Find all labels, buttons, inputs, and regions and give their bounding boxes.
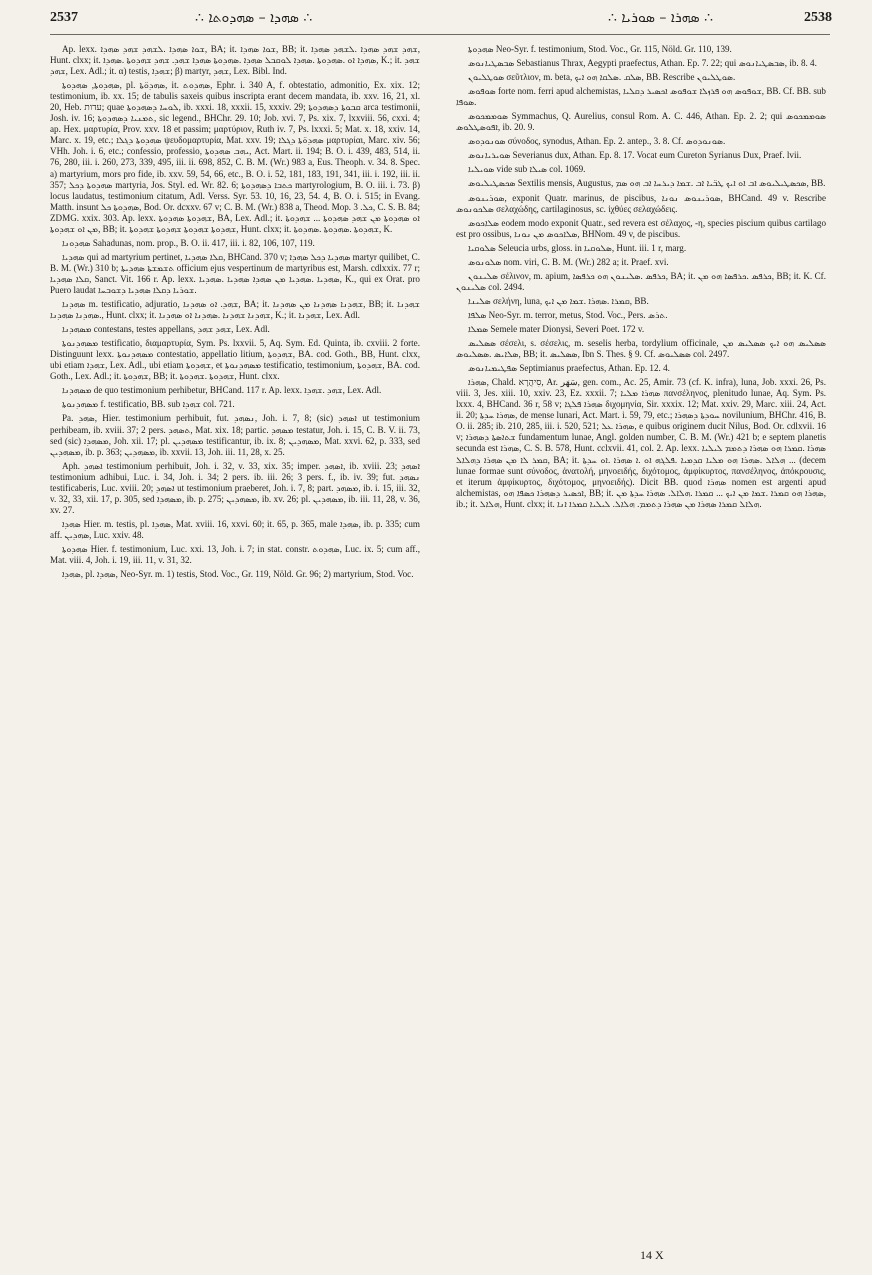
dictionary-entry: ܣܗܕܘܢܐ Sahadunas, nom. prop., B. O. ii. 417, iii. i. 82, 106, 107, 119.: [62, 237, 315, 248]
dictionary-entry: ܣܗܪܐ, Chald. סִיהֲרָא, Ar. سَهَر, gen. com., Ac. 25, Amir. 73 (cf. K. infra), luna, Job. xxxi. 26, Ps. viii. 3, Jes. xiii. 10, xxiv. 23, Ez. xxxii. 7; ܣܗܪܐ ܡܠܝܐ πανσέληνος, plenitudo lunae, Aq. Sym. Ps. lxxx. 4, BHCand. 36 r, 58 v; ܣܗܪܐ ܦܠܓܐ διχομηνία, Sir. xxxix. 12; Mat. xxiv. 29, Marc. xiii. 24, Act. ii. 20; ܣܗܪܐ ܚܕܬܐ, de mense lunari, Act. Mart. i. 59, 79, etc.; ܚܘܕܬܐ ܕܣܗܪܐ novilunium, BHChr. 416, B. O. ii. 285; ib. 210, 285, iii. i. 520, 521; ܣܗܪܐ ܥܠ, e quibus originem ducit Nilus, Bod. Or. cdlxvii. 16 v; ܫܬܐܣܬܐ ܕܣܗܪܐ fundamentum lunae, Angl. golden number, C. B. M. (Wr.) 421 b; e septem planetis secunda est ܣܗܪܐ, C. S. B. 578, Hunt. cclxvii. 41, col. 2. Ap. lexx. ܣܗܪܐ .ܩܡܪܐ ܗܘ ܣܗܪܐ ܕܬܡܡ ܠܝܠܝܐ ܩܡܪ ܠܐ ܡܢ ܣܗܪܐ ܕܗܠܐܠ, BA; it. ܗܠܐܠ .ܣܗܪܐ ܗܘ ܡܠܝܐ ܩܕܡܝܐ .ܦܠܓܗ ܐܘ .ܐ ܣܗܪܐ .ܐܘ ܚܕܬܐ ... (decem lunae formae sunt σύνοδος, ἀνατολή, μηνοειδής, διχότομος, ἀμφίκυρτος, πανσέληνος, ἀπόκρουσις, et iterum ἀμφίκυρτος, διχότομος, μηνοειδής). Dicit BB. quod ܣܗܪܐ nomen est argenti apud alchemistas, ܐܟܣܝܪ ܕܣܗܪܐ ܟܣܦܐ ܗܘ, BB; it. ܣܗܪܐ ܗܘ ܩܡܪܐ .ܫܡܐ ܡܢ ܐܝܟ ... ܩܡܪܐ .ܗܠܐܠ. ܣܗܪܐ ܚܕܬܐ ܡܢ, ib.; it. ܗܠܐܠ, Hunt. clxx; it. ܗܠܐܠ ܩܡܪܐ ܣܗܪܐ ܡܢ ܣܗܪܐ ܕܬܡܡ. ܗܠܐܠ. ܠܝܠܝܐ ܩܡܪܐ ܐܢܐ.: [456, 377, 826, 509]
dictionary-entry: ܣܗܕܘܬܐ, ܣܗܕܘܬܐ, pl. ܣܗܕܘ̈ܬܐ, it. ܣܗܕܘܬ, Ephr. i. 340 A, f. obtestatio, admonitio, Ex. xix. 12; testimonium, ib. xx. 15; de tabulis saxeis quibus inscripta erant decem mandata, ib. xxv. 16, 21, xl. 20, Heb. עדות; quae ܠܘܚܐ ܕܣܗܕܘܬܐ, ib. xxxi. 18, xxxii. 15, xxxiv. 29; ܩܒܘܬܐ ܕܣܗܕܘܬܐ arca testimonii, Josh. iv. 16; ܬܡܢܝܐ ܕܣܗܕܘܬܐ, sic legend., BHChr. 29. 10; Job. xvi. 7, Ps. xix. 7, lxxviii. 56, cxxi. 4; ap. Hex. μαρτυρία, Prov. xxv. 18 et passim; μαρτύριον, Ruth iv. 7, Ps. lxxxi. 5; Mat. x. 18, xxiv. 14, Marc. x. 19, etc.; ܣܗܕܘܬܐ ܕܓܠܐ ψευδομαρτυρία, Mat. xxv. 19; ܣܗܕܘ̈ܬܐ ܕܓܠܐ μαρτυρίαι, Marc. xiv. 56; VHh. Joh. i. 6, etc.; confessio, professio, ܝܗܒ ܣܗܕܘܬܐ, Act. Mart. ii. 194; B. O. i. 439, 483, 514, ii. 76, 280, iii. i. 260, 273, 339, 495, iii. ii. 698, 852, C. B. M. (Wr.) 983 a, Eus. Theoph. v. 34. 8. Spec. a) martyrium, mors pro fide, ib. xxv. 59, 54, 66, etc., B. O. i. 52, 181, 183, 191, 341, iii. i. 192, iii. ii. 357; ܣܗܕܘܬܐ ܕܟܠ martyria, Jos. Styl. ed. Wr. 82. 6; ܟܬܒܐ ܕܣܗܕܘܬܐ martyrologium, B. O. iii. i. 73. β) locus laudatus, testimonium citatum, Adl. Verss. Syr. 53. 10, 16, 23, 54. 4, B. O. i. 515; in Evang. Matth. insunt ܣܗܕܘܬܐ ܟܠ, Bod. Or. dcxxv. 67 v; C. B. M. (Wr.) 838 a, Theod. Mop. ܟܠ. 3, C. S. B. 84; ZDMG. xxix. 303. Ap. lexx. ܫܗܕܘܬܐ ܣܗܕܘܬܐ, BA, Lex. Adl.; it. ܐܘ ܣܗܕܘܬܐ ܡܢ ܫܗܕ ܣܗܕܘܬܐ ... ܫܗܕܘܬܐ ܡܢ ܐܘ ܫܗܕܘܬܐ, BB; it. ܫܗܕܘܬܐ ܫܗܕܘܬܐ ܫܗܕܘܬܐ ܫܗܕܘܬܐ, Hunt. clxx; it. ܫܗܕܘܬܐ .ܣܗܕܘܬܐ .ܣܗܕܘܬܐ, K.: [50, 80, 420, 234]
dictionary-entry: ܣܠܦܐ Neo-Syr. m. terror, metus, Stod. Voc., Pers. ܬܪܣ.: [468, 309, 668, 320]
header-rule: [50, 34, 830, 35]
right-running-head: ∴ ܣܗܪܐ – ܣܘܪܝܐ ∴: [608, 10, 713, 26]
dictionary-entry: ܣܘܦܘܣ forte nom. ferri apud alchemistas, ܫܘܦܘܣ ܗܘ ܦܪܙܠܐ ܫܘܦܘܣ ܐܟܣܝܪ ܕܩܠܝܐ, BB. Cf. BB. sub ܣܘܦܐ.: [456, 86, 826, 108]
dictionary-entry: ܣܘܛܠܝܘܢ σεῦτλιον, m. beta, ܣܠܩ .ܣܠܩܐ ܗܘ ܐܝܟ, BB. Rescribe ܣܘܛܠܝܘܢ.: [468, 72, 736, 83]
dictionary-entry: ܣܦܛܝܡܝܐܢܘܣ Septimianus praefectus, Athan. Ep. 12. 4.: [468, 363, 670, 374]
dictionary-entry: ܣܟܣܛܝܠܝܘܣ Sextilis mensis, Augustus, ܣܟܣܛܝܠܝܘܣ ܐܒ ܐܘ ܐܝܟ ܛܒ̈ܝܐ ܐܒ .ܫܡܐ ܕܝܪܚܐ ܐܒ ܗܘ ܣܡ, BB.: [468, 178, 826, 189]
dictionary-entry: ܣܘܢܘܕܘܣ σύνοδος, synodus, Athan. Ep. 2. antep., 3. 8. Cf. ܣܘܢܘܕܘܣ.: [468, 136, 726, 147]
dictionary-entry: ܡܣܗܕܢܘܬܐ testificatio, διαμαρτυρία, Sym. Ps. lxxvii. 5, Aq. Sym. Ed. Quinta, ib. cxviii. 2 forte. Distinguunt lexx. ܡܣܗܕܢܘܬܐ contestatio, appellatio litium, ܫܗܕܘܬܐ, BA. cod. Goth., BB, Hunt. clxx, ubi etiam ܫܗܕܐ, Lex. Adl., ubi etiam ܫܗܕܘܬܐ, et ܡܣܗܕܢܘܬܐ testificatio, testimonium, ܫܗܕܘܬܐ, BA. cod. Goth., Lex. Adl.; it. ܫܗܕܘܬܐ, BB; it. ܫܗܕܘܬܐ .ܫܗܕܘܬܐ, Hunt. clxx.: [50, 338, 420, 382]
dictionary-entry: ܣܗܕܢܐ m. testificatio, adjuratio, ܫܗܕ. ܐܘ ܣܗܕܢܐ, BA; it. ܫܗܕܢܐ ܣܗܕܢܐ ܡܢ ܣܗܕܢܐ, BB; it. ܫܗܕܢܐ .ܣܗܕܢܐ ܣܗܕܢܐ, Hunt. clxx; it. ܫܗܕܢܐ ܫܗܕܢܐ .ܣܗܕܢܐ ܐܘ ܣܗܕܢܐ, K.; it. ܫܗܕܢܐ, Lex. Adl.: [50, 299, 420, 321]
dictionary-entry: ܣܗܕܘܬܐ Hier. f. testimonium, Luc. xxi. 13, Joh. i. 7; in stat. constr. ܣܗܕܘܬ, Luc. ix. 5; cum aff., Mat. viii. 4, Joh. i. 19, iii. 11, v. 31, 32.: [50, 543, 420, 566]
dictionary-entry: ܣܘܡܡܟܘܣ Symmachus, Q. Aurelius, consul Rom. A. C. 446, Athan. Ep. 2. 2; qui ܣܘܡܡܟܘܣ ܐܦܘܣܛܠܘܣ, ib. 20. 9.: [456, 111, 826, 133]
dictionary-entry: ܣܗܕܝܐ qui ad martyrium pertinet, ܩܠܐ ܣܗܕܝܐ, BHCand. 370 v; ܣܗܕܝܐ ܕܟܠ ܣܗܕܐ martyr quilibet, C. B. M. (Wr.) 310 b; ܬܫܡܫܬܐ ܣܗܕܝܬܐ officium ejus vespertinum de martyribus est, Marsh. cdlxxix. 77 r; ܩܠܐ ܣܗܕܝܐ, Sanct. Vit. 166 r. Ap. lexx. ܣܗܕܝܐ .ܣܗܕܝܐ ܡܢ ܣܗܕܐ ܣܗܕܝܐ .ܣܗܕܝܐ, K., qui ex Orat. pro Puero laudat ܫܘܪܝܐ ܕܩܠܐ ܣܗܕܝܐ ܕܫܘܒܚܐ.: [50, 251, 420, 295]
dictionary-entry: ܣܗܕܘܬܐ Neo-Syr. f. testimonium, Stod. Voc., Gr. 115, Nöld. Gr. 110, 139.: [468, 44, 732, 54]
dictionary-entry: ܣܘܪܝܢܘܣ, exponit Quatr. marinus, de piscibus, ܣܘܪܝܢܘܣ ܢܘܢܐ, BHCand. 49 v. Rescribe ܣܠܟܘܢܘܣ σελαχώδης, cartilaginosus, sc. ἰχθύες σελαχώδεις.: [456, 192, 826, 214]
dictionary-entry: ܣܠܝܢܘܢ σέλινον, m. apium, ܟܪܦܣ .ܣܠܝܢܘܢ ܗܘ ܟܪܦܣܐ, BA; it. ܟܪܦܣ .ܟܪܦܣܐ ܗܘ ܡܢ, BB; it. K. Cf. ܣܠܝܢܘܢ col. 2494.: [456, 270, 826, 292]
dictionary-entry: ܡܣܗܕܢܐ contestans, testes appellans, ܫܗܕ ܫܗܕ, Lex. Adl.: [62, 324, 270, 335]
right-page-number: 2538: [804, 10, 832, 25]
dictionary-entry: Ap. lexx. ܫܘܐ ܣܗܕܐ .ܠܫܗܕ ܫܗܕ ܣܗܕܐ, BA; it. ܫܘܐ ܣܗܕܐ, BB; it. ܫܗܕ ܫܗܕ ܣܗܕܐ .ܠܫܗܕ ܣܗܕܐ, Hunt. clxx; it. ܣܗܕܐ ܐܘ .ܣܗܕܘܬܐ .ܣܗܕܐ ܠܘܩܒܠ ܣܗܕܐ .ܣܗܕܘܬܐ ܣܗܕܐ ܫܗܕ. ܫܗܕ ܫܗܕܘܬܐ .ܣܗܕܐ, K.; it. ܫܗܕ ܫܗܕ, Lex. Adl.; it. α) testis, ܫܗܕܐ; β) martyr, ܫܗܕ, Lex. Bibl. Ind.: [50, 44, 420, 77]
dictionary-entry: ܣܠܘܢܘܣ nom. viri, C. B. M. (Wr.) 282 a; it. Praef. xvi.: [468, 256, 669, 267]
dictionary-entry: ܡܣܗܕܢܘܬܐ f. testificatio, BB. sub ܫܗܕܐ col. 721.: [62, 399, 235, 410]
dictionary-entry: Pa. ܣܗܕ, Hier. testimonium perhibuit, fut. ܢܣܗܕ, Joh. i. 7, 8; (sic) ܐܣܗܕ ut testimonium perhibeam, ib. xviii. 37; 2 pers. ܬܣܗܕ, Mat. xix. 18; partic. ܡܣܗܕ testatur, Joh. i. 15, C. B. V. ii. 73, sed (sic) ܡܣܗܕܐ, Joh. xii. 17; pl. ܡܣܗܕܝܢ testificantur, ib. ix. 8; ܡܣܗܕܝܢ, Mat. xxvi. 62, p. 333, sed ܡܣܗܕܝܢ, ib. p. 363; ܡܣܗܕܝܢ, ib. xxvii. 13, Joh. iii. 11, 28, x. 25.: [50, 413, 420, 457]
page-header: [0, 0, 872, 40]
dictionary-entry: ܣܘܝܠܝܐ vide sub ܣܝܠܐ col. 1069.: [468, 164, 586, 175]
left-page-number: 2537: [50, 10, 78, 25]
dictionary-entry: Aph. ܐܣܗܕ testimonium perhibuit, Joh. i. 32, v. 33, xix. 35; imper. ܐܣܗܕ, ib. xviii. 23; ܐܣܗܕ testimonium adhibui, Luc. i. 34, Joh. i. 34; 2 pers. ib. iii. 26; 3 pers. f., ib. iv. 39; fut. ܢܣܗܕ testificaberis, Luc. xviii. 20; ܐܣܗܕ ut testimonium praeberet, Joh. i. 7, 8; part. ܡܣܗܕ, ib. i. 15, iii. 32, v. 32, 33, xii. 17, p. 305, sed ܡܣܗܕܐ, ib. p. 275; ܡܣܗܕܝܢ, ib. xv. 26; pl. ܡܣܗܕܝܢ, ib. iii. 11, 28, v. 36, xv. 27.: [50, 460, 420, 515]
dictionary-entry: ܣܠܝܢܐ σελήνη, luna, ܩܡܪܐ .ܣܗܪܐ .ܫܡܐ ܡܢ ܐܝܟ, BB.: [468, 295, 649, 306]
dictionary-entry: ܣܒܣܛܝܐܢܘܣ Sebastianus Thrax, Aegypti praefectus, Athan. Ep. 7. 22; qui ܣܒܣܛܝܐܢܘܣ, ib. 8. 4.: [468, 58, 817, 69]
right-column: [456, 44, 826, 1234]
dictionary-entry: ܣܗܕܐ, pl. ܣܗܕܐ, Neo-Syr. m. 1) testis, Stod. Voc., Gr. 119, Nöld. Gr. 96; 2) martyrium, Stod. Voc.: [62, 569, 414, 580]
dictionary-entry: ܣܠܘܩܝܐ Seleucia urbs, gloss. in ܣܠܘܩܝܐ, Hunt. iii. 1 r, marg.: [468, 242, 687, 253]
dictionary-entry: ܣܠܐܟܘܣ eodem modo exponit Quatr., sed revera est σέλαχος, -η, species piscium quibus cartilago est pro ossibus, ܣܠܐܟܘܣ ܡܢ ܢܘܢܐ, BHNom. 49 v, de piscibus.: [456, 217, 826, 239]
dictionary-entry: ܣܡܠܐ Semele mater Dionysi, Severi Poet. 172 v.: [468, 323, 645, 334]
dictionary-entry: ܡܣܗܕܢܐ de quo testimonium perhibetur, BHCand. 117 r. Ap. lexx. ܫܗܕ .ܫܗܕܐ, Lex. Adl.: [62, 385, 382, 396]
dictionary-entry: ܣܘܝܪܝܐܢܘܣ Severianus dux, Athan. Ep. 8. 17. Vocat eum Cureton Syrianus Dux, Praef. lvii.: [468, 150, 802, 161]
dictionary-entry: ܣܗܕܐ Hier. m. testis, pl. ܣܗܕܐ, Mat. xviii. 16, xxvi. 60; it. 65, p. 365, male ܣܗܕܐ, ib. p. 335; cum aff. ܣܗܕܝܢ, Luc. xxiv. 48.: [50, 518, 420, 540]
dictionary-entry: ܣܣܠܝܣ σέσελι, s. σέσελις, m. seselis herba, tordylium officinale, ܣܣܠܝܣ ܗܘ ܐܝܟ ܣܣܠܝܣ ܡܢ ܣܠܐܝܣ .ܣܣܠܝܘܣ, BB; it. ܣܣܠܝܣ, Ibn S. Thes. § 9. Cf. ܣܣܠܝܘܣ col. 2497.: [456, 338, 826, 360]
signature-mark: 14 X: [640, 1248, 664, 1262]
left-column: [50, 44, 420, 1234]
left-running-head: ∴ ܣܗܕܐ – ܣܗܕܘܬܐ ∴: [195, 10, 313, 26]
